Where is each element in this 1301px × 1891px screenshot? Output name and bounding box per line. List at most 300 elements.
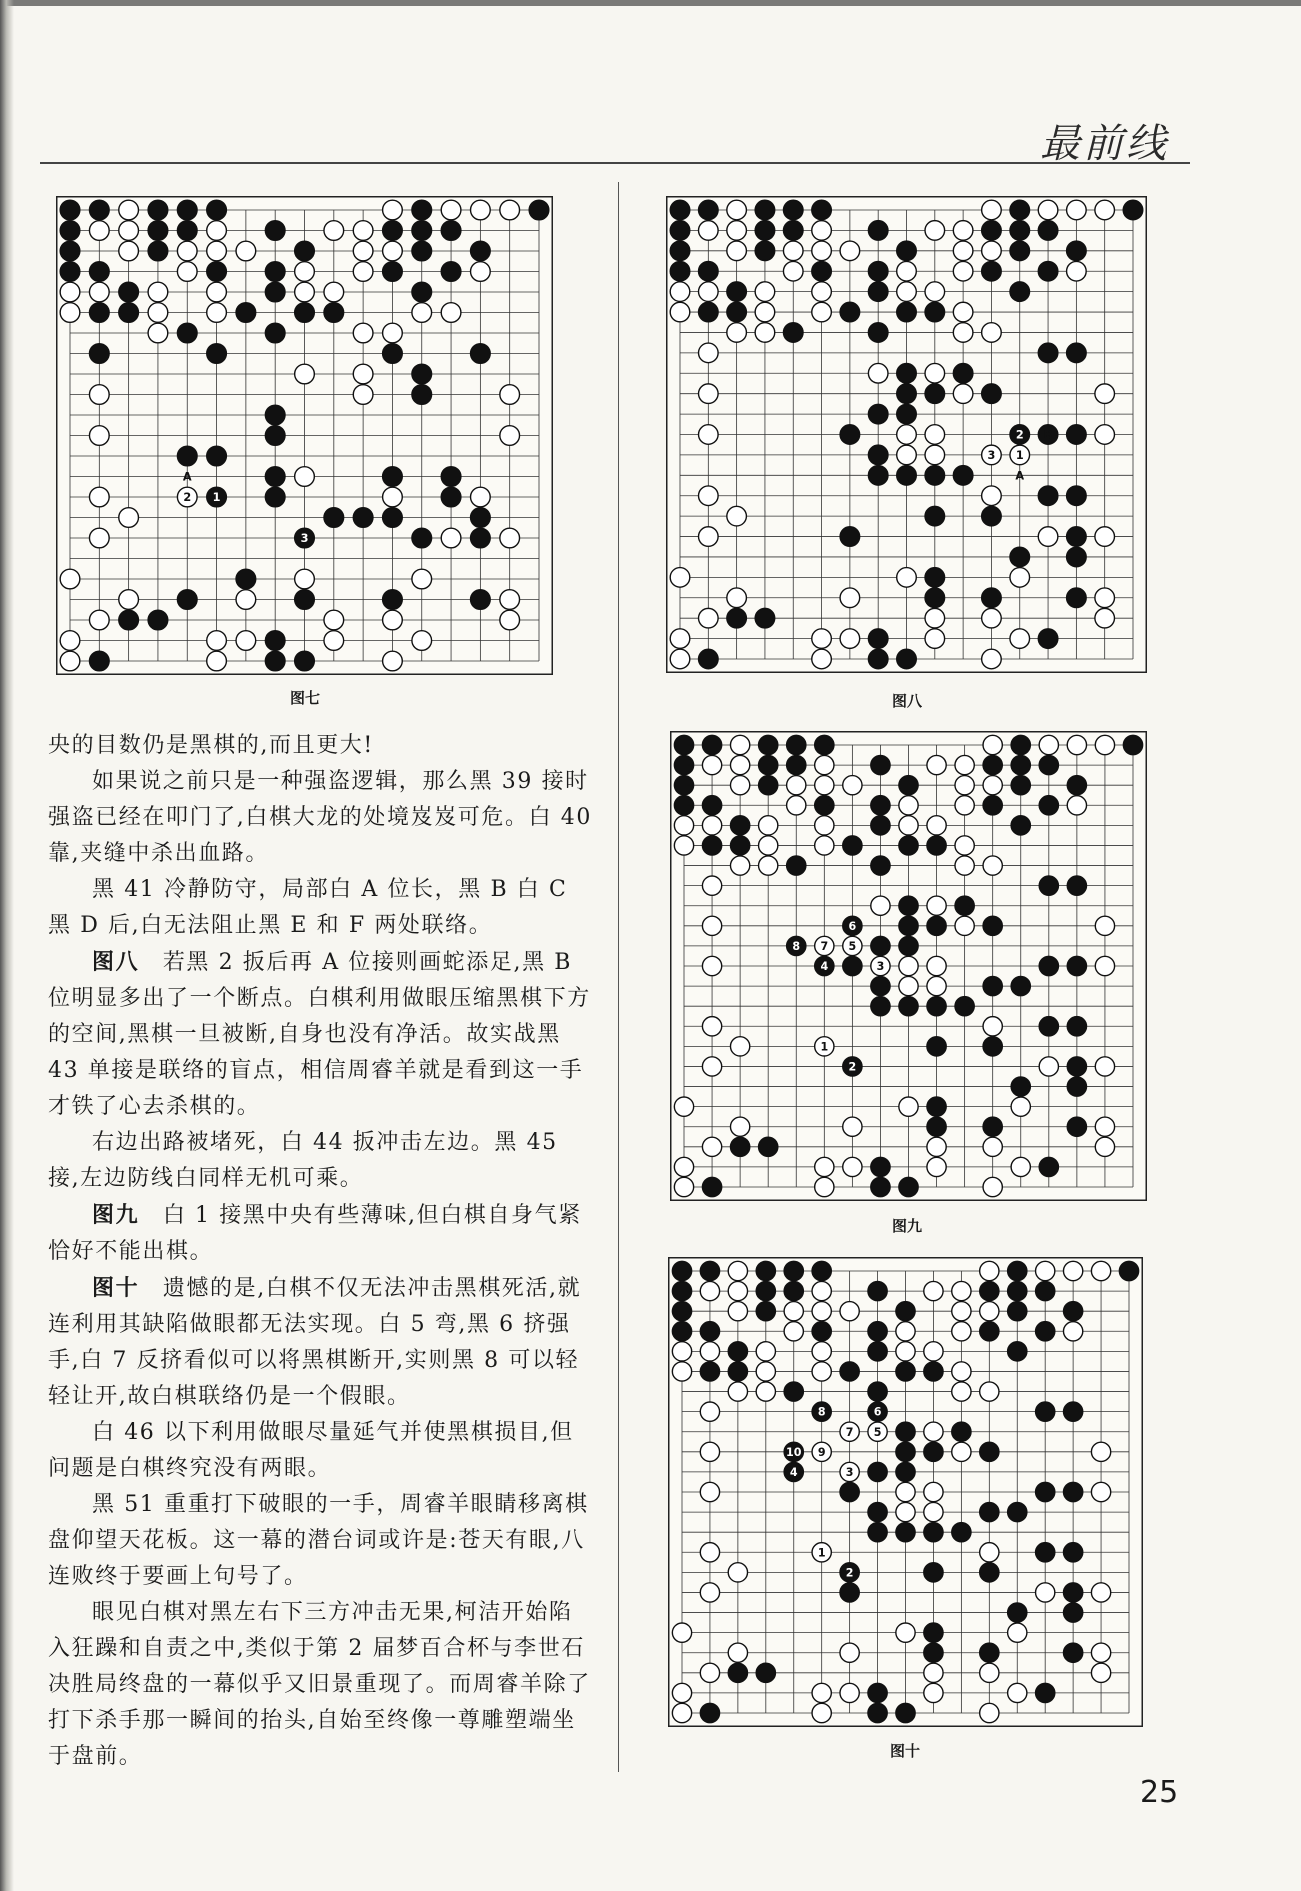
black-stone: [1036, 1322, 1055, 1341]
white-stone: [980, 1302, 999, 1321]
paragraph-text: 遗憾的是,白棋不仅无法冲击黑棋死活,就连利用其缺陷做眼都无法实现。白 5 弯,黑 6 挤强手,白 7 反挤看似可以将黑棋断开,实则黑 8 可以轻轻让开,故白棋联络仍是一个假眼。: [48, 1276, 582, 1409]
black-stone: [265, 282, 285, 302]
white-stone: [983, 776, 1002, 795]
black-stone: [756, 1663, 775, 1682]
go-board-figure-10: [668, 1257, 1143, 1727]
black-stone: [412, 385, 432, 405]
black-stone: [700, 1322, 719, 1341]
white-stone: [383, 610, 403, 630]
move-label: 4: [820, 960, 829, 974]
black-stone: [60, 200, 80, 220]
paragraph-6: [48, 1270, 596, 1415]
black-stone: [1038, 261, 1058, 281]
black-stone: [670, 200, 690, 220]
black-stone: [60, 221, 80, 241]
black-stone: [1063, 1543, 1082, 1562]
black-stone: [925, 466, 945, 486]
black-stone: [1038, 629, 1058, 649]
white-stone: [755, 282, 775, 302]
black-stone: [265, 467, 285, 487]
black-stone: [119, 610, 139, 630]
white-stone: [784, 1322, 803, 1341]
black-stone: [868, 404, 888, 424]
black-stone: [871, 755, 890, 774]
white-stone: [955, 916, 974, 935]
white-stone: [295, 364, 315, 384]
white-stone: [868, 363, 888, 383]
black-stone: [207, 200, 227, 220]
paragraph-9: 眼见白棋对黑左右下三方冲击无果,柯洁开始陷入狂躁和自责之中,类似于第 2 届梦百合杯与李世石决胜局终盘的一幕似乎又旧景重现了。而周睿羊除了打下杀手那一瞬间的抬头,自始至终像一尊雕塑端坐于盘前。: [48, 1600, 591, 1769]
black-stone: [1039, 796, 1058, 815]
move-label: A: [1015, 469, 1025, 483]
white-stone: [983, 735, 1002, 754]
paragraph-0: 央的目数仍是黑棋的,而且更大!: [48, 733, 374, 758]
white-stone: [899, 956, 918, 975]
black-stone: [755, 241, 775, 261]
white-stone: [674, 1177, 693, 1196]
white-stone: [119, 241, 139, 261]
white-stone: [1095, 527, 1115, 547]
white-stone: [1091, 1442, 1110, 1461]
white-stone: [702, 1057, 721, 1076]
white-stone: [1067, 796, 1086, 815]
white-stone: [925, 363, 945, 383]
white-stone: [953, 384, 973, 404]
white-stone: [1038, 527, 1058, 547]
white-stone: [982, 608, 1002, 628]
white-stone: [60, 651, 80, 671]
black-stone: [529, 200, 549, 220]
black-stone: [119, 303, 139, 323]
black-stone: [728, 1663, 747, 1682]
white-stone: [700, 1402, 719, 1421]
black-stone: [674, 776, 693, 795]
white-stone: [353, 262, 373, 282]
black-stone: [899, 997, 918, 1016]
white-stone: [843, 1117, 862, 1136]
white-stone: [1039, 1057, 1058, 1076]
black-stone: [295, 590, 315, 610]
black-stone: [412, 241, 432, 261]
black-stone: [1039, 1017, 1058, 1036]
black-stone: [983, 755, 1002, 774]
black-stone: [1067, 486, 1087, 506]
white-stone: [119, 200, 139, 220]
black-stone: [896, 1462, 915, 1481]
black-stone: [843, 836, 862, 855]
go-board-figure-9: [670, 731, 1147, 1201]
white-stone: [927, 976, 946, 995]
black-stone: [1036, 1482, 1055, 1501]
white-stone: [728, 1302, 747, 1321]
white-stone: [927, 755, 946, 774]
white-stone: [980, 1663, 999, 1682]
white-stone: [699, 384, 719, 404]
black-stone: [868, 1462, 887, 1481]
white-stone: [843, 1157, 862, 1176]
black-stone: [759, 776, 778, 795]
white-stone: [730, 735, 749, 754]
black-stone: [1067, 1057, 1086, 1076]
black-stone: [1063, 1482, 1082, 1501]
white-stone: [756, 1342, 775, 1361]
white-stone: [980, 1543, 999, 1562]
white-stone: [871, 896, 890, 915]
white-stone: [500, 528, 520, 548]
white-stone: [295, 262, 315, 282]
black-stone: [1067, 241, 1087, 261]
black-stone: [441, 467, 461, 487]
white-stone: [953, 221, 973, 241]
white-stone: [896, 1623, 915, 1642]
black-stone: [702, 796, 721, 815]
white-stone: [730, 1037, 749, 1056]
black-stone: [265, 426, 285, 446]
move-label: 7: [820, 939, 829, 953]
white-stone: [670, 649, 690, 669]
black-stone: [1010, 241, 1030, 261]
black-stone: [871, 796, 890, 815]
white-stone: [927, 1157, 946, 1176]
black-stone: [953, 466, 973, 486]
white-stone: [670, 629, 690, 649]
white-stone: [1095, 200, 1115, 220]
white-stone: [983, 1017, 1002, 1036]
move-label: 6: [873, 1405, 882, 1419]
go-board-figure-8: [666, 196, 1147, 673]
white-stone: [925, 425, 945, 445]
black-stone: [868, 1382, 887, 1401]
white-stone: [840, 1683, 859, 1702]
black-stone: [982, 384, 1002, 404]
black-stone: [1067, 1077, 1086, 1096]
figure-ref: 图十: [92, 1275, 163, 1301]
white-stone: [899, 976, 918, 995]
black-stone: [924, 1643, 943, 1662]
move-label: 3: [987, 449, 996, 463]
black-stone: [1067, 876, 1086, 895]
black-stone: [177, 590, 197, 610]
black-stone: [1038, 343, 1058, 363]
black-stone: [295, 303, 315, 323]
white-stone: [60, 303, 80, 323]
white-stone: [728, 1261, 747, 1280]
black-stone: [1011, 776, 1030, 795]
white-stone: [897, 445, 917, 465]
white-stone: [702, 916, 721, 935]
white-stone: [500, 590, 520, 610]
black-stone: [60, 241, 80, 261]
black-stone: [927, 916, 946, 935]
black-stone: [89, 344, 109, 364]
black-stone: [672, 1322, 691, 1341]
white-stone: [1067, 200, 1087, 220]
white-stone: [60, 282, 80, 302]
black-stone: [412, 282, 432, 302]
white-stone: [1039, 735, 1058, 754]
black-stone: [1011, 1077, 1030, 1096]
black-stone: [925, 302, 945, 322]
move-label: 3: [300, 532, 309, 546]
black-stone: [924, 1523, 943, 1542]
black-stone: [787, 755, 806, 774]
black-stone: [1067, 547, 1087, 567]
white-stone: [728, 1281, 747, 1300]
black-stone: [1036, 1281, 1055, 1300]
black-stone: [1063, 1643, 1082, 1662]
black-stone: [868, 1322, 887, 1341]
white-stone: [840, 629, 860, 649]
go-board-figure-7: [56, 196, 553, 675]
black-stone: [383, 467, 403, 487]
white-stone: [500, 426, 520, 446]
white-stone: [699, 527, 719, 547]
white-stone: [670, 302, 690, 322]
move-label: B: [1043, 428, 1053, 442]
black-stone: [783, 200, 803, 220]
white-stone: [896, 1482, 915, 1501]
black-stone: [927, 1097, 946, 1116]
black-stone: [674, 735, 693, 754]
black-stone: [927, 997, 946, 1016]
black-stone: [925, 588, 945, 608]
black-stone: [177, 200, 197, 220]
white-stone: [471, 487, 491, 507]
white-stone: [700, 1583, 719, 1602]
black-stone: [265, 262, 285, 282]
white-stone: [812, 629, 832, 649]
white-stone: [924, 1502, 943, 1521]
figure-10-caption: 图十: [889, 1742, 920, 1760]
black-stone: [700, 1362, 719, 1381]
black-stone: [899, 916, 918, 935]
white-stone: [812, 282, 832, 302]
white-stone: [812, 1342, 831, 1361]
white-stone: [1038, 200, 1058, 220]
black-stone: [871, 936, 890, 955]
black-stone: [674, 796, 693, 815]
black-stone: [1067, 343, 1087, 363]
white-stone: [236, 241, 256, 261]
white-stone: [1095, 588, 1115, 608]
white-stone: [60, 631, 80, 651]
white-stone: [755, 323, 775, 343]
white-stone: [812, 302, 832, 322]
black-stone: [843, 956, 862, 975]
black-stone: [784, 1281, 803, 1300]
black-stone: [441, 262, 461, 282]
white-stone: [925, 282, 945, 302]
black-stone: [1123, 200, 1143, 220]
move-label: 5: [873, 1425, 882, 1439]
black-stone: [265, 323, 285, 343]
black-stone: [1036, 1402, 1055, 1421]
white-stone: [952, 1442, 971, 1461]
white-stone: [955, 836, 974, 855]
white-stone: [674, 1097, 693, 1116]
white-stone: [702, 1137, 721, 1156]
white-stone: [1011, 1157, 1030, 1176]
white-stone: [700, 1663, 719, 1682]
black-stone: [236, 569, 256, 589]
black-stone: [897, 302, 917, 322]
black-stone: [728, 1342, 747, 1361]
black-stone: [868, 649, 888, 669]
white-stone: [500, 385, 520, 405]
white-stone: [89, 385, 109, 405]
black-stone: [756, 1302, 775, 1321]
black-stone: [1038, 221, 1058, 241]
white-stone: [730, 856, 749, 875]
black-stone: [871, 997, 890, 1016]
black-stone: [383, 508, 403, 528]
black-stone: [702, 1177, 721, 1196]
black-stone: [148, 610, 168, 630]
black-stone: [868, 445, 888, 465]
white-stone: [925, 221, 945, 241]
white-stone: [119, 508, 139, 528]
black-stone: [897, 466, 917, 486]
white-stone: [295, 282, 315, 302]
black-stone: [812, 1261, 831, 1280]
black-stone: [982, 506, 1002, 526]
white-stone: [1010, 629, 1030, 649]
black-stone: [871, 1157, 890, 1176]
black-stone: [383, 590, 403, 610]
black-stone: [471, 590, 491, 610]
white-stone: [295, 467, 315, 487]
black-stone: [980, 1643, 999, 1662]
black-stone: [324, 508, 344, 528]
white-stone: [812, 649, 832, 669]
white-stone: [324, 610, 344, 630]
white-stone: [730, 755, 749, 774]
white-stone: [727, 241, 747, 261]
black-stone: [295, 651, 315, 671]
black-stone: [1008, 1502, 1027, 1521]
black-stone: [840, 527, 860, 547]
black-stone: [699, 261, 719, 281]
black-stone: [1036, 1683, 1055, 1702]
paragraph-3: [48, 944, 596, 1125]
white-stone: [982, 200, 1002, 220]
black-stone: [670, 261, 690, 281]
move-label: 8: [817, 1405, 826, 1419]
black-stone: [812, 200, 832, 220]
white-stone: [89, 528, 109, 548]
white-stone: [1091, 1482, 1110, 1501]
white-stone: [699, 608, 719, 628]
black-stone: [1011, 976, 1030, 995]
move-label: 2: [183, 491, 192, 505]
white-stone: [148, 303, 168, 323]
black-stone: [699, 649, 719, 669]
move-label: 1: [820, 1040, 829, 1054]
black-stone: [925, 568, 945, 588]
white-stone: [755, 302, 775, 322]
white-stone: [702, 956, 721, 975]
black-stone: [927, 1037, 946, 1056]
black-stone: [700, 1261, 719, 1280]
black-stone: [755, 200, 775, 220]
white-stone: [730, 1117, 749, 1136]
black-stone: [980, 1502, 999, 1521]
white-stone: [1095, 916, 1114, 935]
white-stone: [924, 1683, 943, 1702]
white-stone: [955, 776, 974, 795]
move-label: A: [182, 470, 192, 484]
white-stone: [295, 569, 315, 589]
white-stone: [982, 649, 1002, 669]
black-stone: [899, 1177, 918, 1196]
white-stone: [899, 1097, 918, 1116]
white-stone: [815, 1177, 834, 1196]
white-stone: [727, 588, 747, 608]
white-stone: [756, 1362, 775, 1381]
black-stone: [730, 816, 749, 835]
black-stone: [471, 508, 491, 528]
white-stone: [812, 221, 832, 241]
white-stone: [1063, 1322, 1082, 1341]
black-stone: [1123, 735, 1142, 754]
black-stone: [787, 856, 806, 875]
white-stone: [236, 631, 256, 651]
black-stone: [89, 651, 109, 671]
white-stone: [1095, 956, 1114, 975]
move-label: 9: [817, 1445, 826, 1459]
white-stone: [896, 1322, 915, 1341]
black-stone: [815, 796, 834, 815]
white-stone: [953, 261, 973, 281]
black-stone: [265, 487, 285, 507]
black-stone: [383, 344, 403, 364]
black-stone: [896, 1302, 915, 1321]
black-stone: [1119, 1261, 1138, 1280]
black-stone: [1067, 776, 1086, 795]
black-stone: [924, 1623, 943, 1642]
white-stone: [89, 426, 109, 446]
black-stone: [727, 282, 747, 302]
black-stone: [727, 608, 747, 628]
white-stone: [840, 1643, 859, 1662]
white-stone: [207, 241, 227, 261]
white-stone: [955, 796, 974, 815]
black-stone: [899, 776, 918, 795]
black-stone: [840, 1583, 859, 1602]
black-stone: [897, 241, 917, 261]
black-stone: [980, 1281, 999, 1300]
white-stone: [727, 506, 747, 526]
white-stone: [702, 755, 721, 774]
paragraph-text: 白 1 接黑中央有些薄味,但白棋自身气紧恰好不能出棋。: [48, 1203, 582, 1264]
move-label: 1: [212, 491, 221, 505]
black-stone: [784, 1261, 803, 1280]
white-stone: [674, 816, 693, 835]
black-stone: [1063, 1302, 1082, 1321]
black-stone: [1067, 956, 1086, 975]
white-stone: [412, 303, 432, 323]
white-stone: [784, 1302, 803, 1321]
black-stone: [812, 261, 832, 281]
black-stone: [896, 1422, 915, 1441]
white-stone: [383, 241, 403, 261]
black-stone: [177, 446, 197, 466]
black-stone: [756, 1261, 775, 1280]
black-stone: [699, 302, 719, 322]
black-stone: [840, 1482, 859, 1501]
paragraph-7: 白 46 以下利用做眼尽量延气并使黑棋损目,但问题是白棋终究没有两眼。: [48, 1420, 574, 1481]
black-stone: [982, 588, 1002, 608]
